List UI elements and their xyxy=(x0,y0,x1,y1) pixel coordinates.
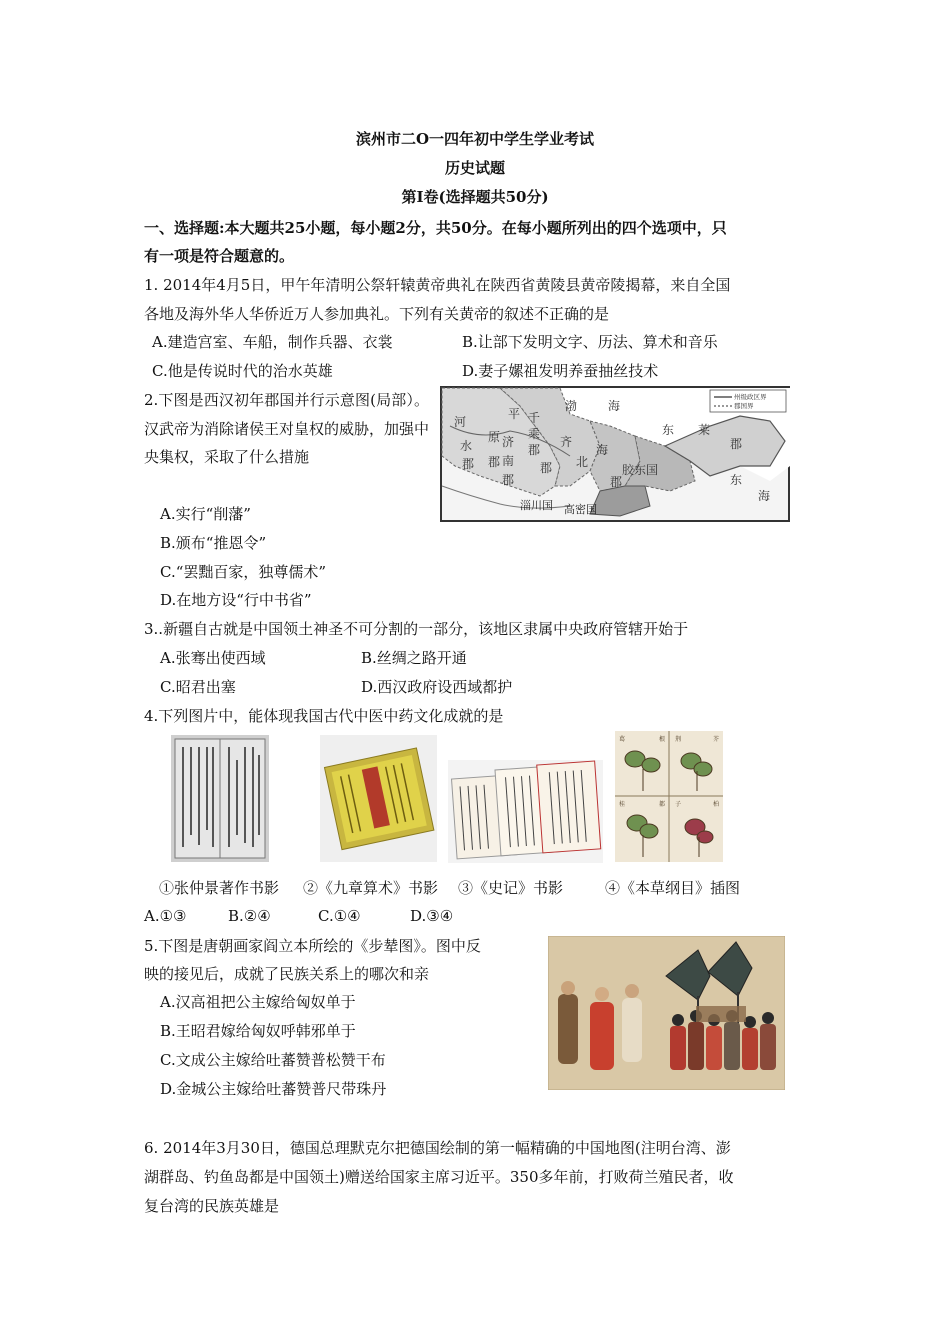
q2-stem: 2.下图是西汉初年郡国并行示意图(局部）。汉武帝为消除诸侯王对皇权的威胁，加强中央集权，采取了什么措施 xyxy=(144,391,430,466)
q6-stem-line2: 湖群岛、钓鱼岛都是中国领土)赠送给国家主席习近平。350多年前，打败荷兰殖民者，收 xyxy=(144,1168,734,1186)
map-legend-1: 州级政区界 xyxy=(734,393,767,401)
q6-stem-line1: 6. 2014年3月30日，德国总理默克尔把德国绘制的第一幅精确的中国地图(注明台湾、澎 xyxy=(144,1139,731,1157)
q4-option-a: A.①③ xyxy=(144,907,187,925)
map-label: 平 xyxy=(508,407,521,421)
q1-stem-line1: 1. 2014年4月5日，甲午年清明公祭轩辕黄帝典礼在陕西省黄陵县黄帝陵揭幕，来自全国 xyxy=(144,276,731,294)
map-label: 河 xyxy=(454,415,467,429)
map-label: 高密国 xyxy=(564,503,597,516)
q5-option-b: B.王昭君嫁给匈奴呼韩邪单于 xyxy=(160,1022,356,1040)
volume-title: 第I卷(选择题共50分) xyxy=(401,188,549,206)
q6-stem-line3: 复台湾的民族英雄是 xyxy=(144,1197,280,1215)
map-label: 乘 xyxy=(528,427,541,441)
q1-option-b: B.让部下发明文字、历法、算术和音乐 xyxy=(462,333,718,351)
q5-stem-line2: 映的接见后，成就了民族关系上的哪次和亲 xyxy=(144,965,430,983)
q3-option-d: D.西汉政府设西域都护 xyxy=(361,678,513,696)
q4-option-d: D.③④ xyxy=(410,907,454,925)
svg-text:根: 根 xyxy=(659,736,666,743)
map-label: 郡 xyxy=(730,437,743,451)
svg-text:芥: 芥 xyxy=(713,736,720,743)
map-label: 齐 xyxy=(560,435,573,449)
q2-option-d: D.在地方设“行中书省” xyxy=(160,591,312,609)
map-legend-2: 郡国界 xyxy=(734,402,754,410)
q3-option-b: B.丝绸之路开通 xyxy=(361,649,467,667)
map-label: 郡 xyxy=(528,443,541,457)
map-label: 海 xyxy=(608,399,621,413)
map-label: 胶东国 xyxy=(622,463,659,477)
shiji-book-image xyxy=(448,760,603,863)
map-label: 郡 xyxy=(502,473,515,487)
map-label: 南 xyxy=(502,454,515,468)
svg-text:子: 子 xyxy=(675,801,682,808)
svg-text:都: 都 xyxy=(659,801,666,808)
section-instructions-line1: 一、选择题:本大题共25小题，每小题2分，共50分。在每小题所列出的四个选项中，只 xyxy=(144,219,727,237)
q4-caption-3: ③《史记》书影 xyxy=(458,879,564,897)
q4-caption-4: ④《本草纲目》插图 xyxy=(605,879,741,897)
q5-stem-line1: 5.下图是唐朝画家阎立本所绘的《步辇图》。图中反 xyxy=(144,937,481,955)
map-label: 郡 xyxy=(488,455,501,469)
western-han-map xyxy=(440,386,790,522)
section-instructions-line2: 有一项是符合题意的。 xyxy=(144,247,295,265)
svg-text:荆: 荆 xyxy=(675,736,682,743)
q1-option-d: D.妻子嫘祖发明养蚕抽丝技术 xyxy=(462,362,659,380)
map-label: 北 xyxy=(576,455,589,469)
q2-option-c: C.“罢黜百家，独尊儒术” xyxy=(160,563,327,581)
q5-option-c: C.文成公主嫁给吐蕃赞普松赞干布 xyxy=(160,1051,386,1069)
q3-stem: 3..新疆自古就是中国领土神圣不可分割的一部分，该地区隶属中央政府管辖开始于 xyxy=(144,620,689,638)
map-label: 东 xyxy=(662,423,675,437)
map-label: 渤 xyxy=(565,399,578,413)
exam-title: 滨州市二O一四年初中学生学业考试 xyxy=(355,130,595,148)
q2-option-a: A.实行“削藩” xyxy=(160,505,251,523)
map-label: 东 xyxy=(730,473,743,487)
q3-option-c: C.昭君出塞 xyxy=(160,678,236,696)
map-label: 原 xyxy=(488,430,501,444)
subject-title: 历史试题 xyxy=(444,159,505,177)
map-label: 郡 xyxy=(610,475,623,489)
map-label: 海 xyxy=(596,443,609,457)
map-label: 水 xyxy=(460,439,473,453)
map-label: 莱 xyxy=(698,423,711,437)
q1-stem-line2: 各地及海外华人华侨近万人参加典礼。下列有关黄帝的叙述不正确的是 xyxy=(144,305,610,323)
q4-caption-2: ②《九章算术》书影 xyxy=(303,879,439,897)
q4-option-c: C.①④ xyxy=(318,907,361,925)
q1-option-a: A.建造宫室、车船，制作兵器、衣裳 xyxy=(152,333,393,351)
svg-text:柏: 柏 xyxy=(713,801,720,808)
q5-option-a: A.汉高祖把公主嫁给匈奴单于 xyxy=(160,993,356,1011)
q4-stem: 4.下列图片中，能体现我国古代中医中药文化成就的是 xyxy=(144,707,504,725)
q4-option-b: B.②④ xyxy=(228,907,271,925)
map-label: 郡 xyxy=(462,457,475,471)
zhang-zhongjing-book-image xyxy=(171,735,269,862)
q3-option-a: A.张骞出使西域 xyxy=(160,649,266,667)
q5-option-d: D.金城公主嫁给吐蕃赞普尺带珠丹 xyxy=(160,1080,387,1098)
nine-chapters-book-image xyxy=(320,735,437,862)
map-label: 海 xyxy=(758,489,771,503)
bunian-tu-painting xyxy=(548,936,785,1090)
svg-text:葛: 葛 xyxy=(619,736,626,743)
q2-option-b: B.颁布“推恩令” xyxy=(160,534,267,552)
bencao-gangmu-illustration xyxy=(615,731,723,862)
q1-option-c: C.他是传说时代的治水英雄 xyxy=(152,362,333,380)
q4-caption-1: ①张仲景著作书影 xyxy=(159,879,280,897)
map-label: 淄川国 xyxy=(520,499,553,512)
map-label: 济 xyxy=(502,435,515,449)
map-label: 千 xyxy=(528,411,541,425)
svg-text:桂: 桂 xyxy=(619,801,626,808)
map-label: 郡 xyxy=(540,461,553,475)
